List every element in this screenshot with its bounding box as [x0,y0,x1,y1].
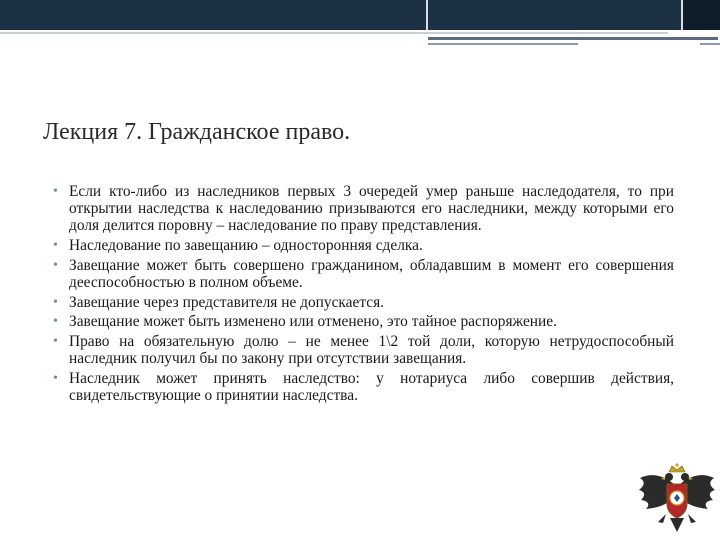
bullet-item [52,333,674,367]
eagle-emblem-icon [636,462,718,538]
bullet-icon: • [53,314,58,330]
bullet-item [52,370,674,404]
bullet-text: Наследник может принять наследство: у нотариуса либо совершив действия, свидетельствующие о принятии наследства. [69,370,674,405]
bullet-text: Завещание через представителя не допускается. [69,293,385,311]
bullet-icon: • [53,371,58,387]
bullet-text: Если кто-либо из наследников первых 3 очередей умер раньше наследодателя, то при открытии наследства к наследованию призываются его наследники, между которыми его доля делится поровну – наследование по праву представления. [69,183,674,235]
bullet-icon: • [53,334,58,350]
bullet-icon: • [53,184,58,199]
bullet-item [52,294,674,311]
header-accent-line [428,37,718,40]
header-accent-line [700,43,720,45]
bullet-item [52,183,674,235]
bullet-text: Завещание может быть совершено гражданином, обладавшим в момент его совершения дееспособностью в полном объеме. [69,256,674,292]
bullet-item [52,237,674,254]
bullet-icon: • [53,294,58,310]
slide-title: Лекция 7. Гражданское право. [43,119,351,145]
bullet-text: Наследование по завещанию – односторонняя сделка. [69,237,423,255]
bullet-list [52,183,674,407]
header-bar [0,0,720,30]
header-accent-line [428,43,578,45]
bullet-icon: • [53,238,58,254]
bullet-icon: • [53,257,58,273]
bullet-item [52,313,674,330]
header-separator [426,0,428,30]
header-dark-block [683,0,720,30]
header-divider-line [0,32,668,34]
bullet-text: Завещание может быть изменено или отменено, это тайное распоряжение. [69,313,557,331]
bullet-text: Право на обязательную долю – не менее 1\2 той доли, которую нетрудоспособный наследник получил бы по закону при отсутствии завещания. [69,333,674,368]
bullet-item [52,257,674,291]
